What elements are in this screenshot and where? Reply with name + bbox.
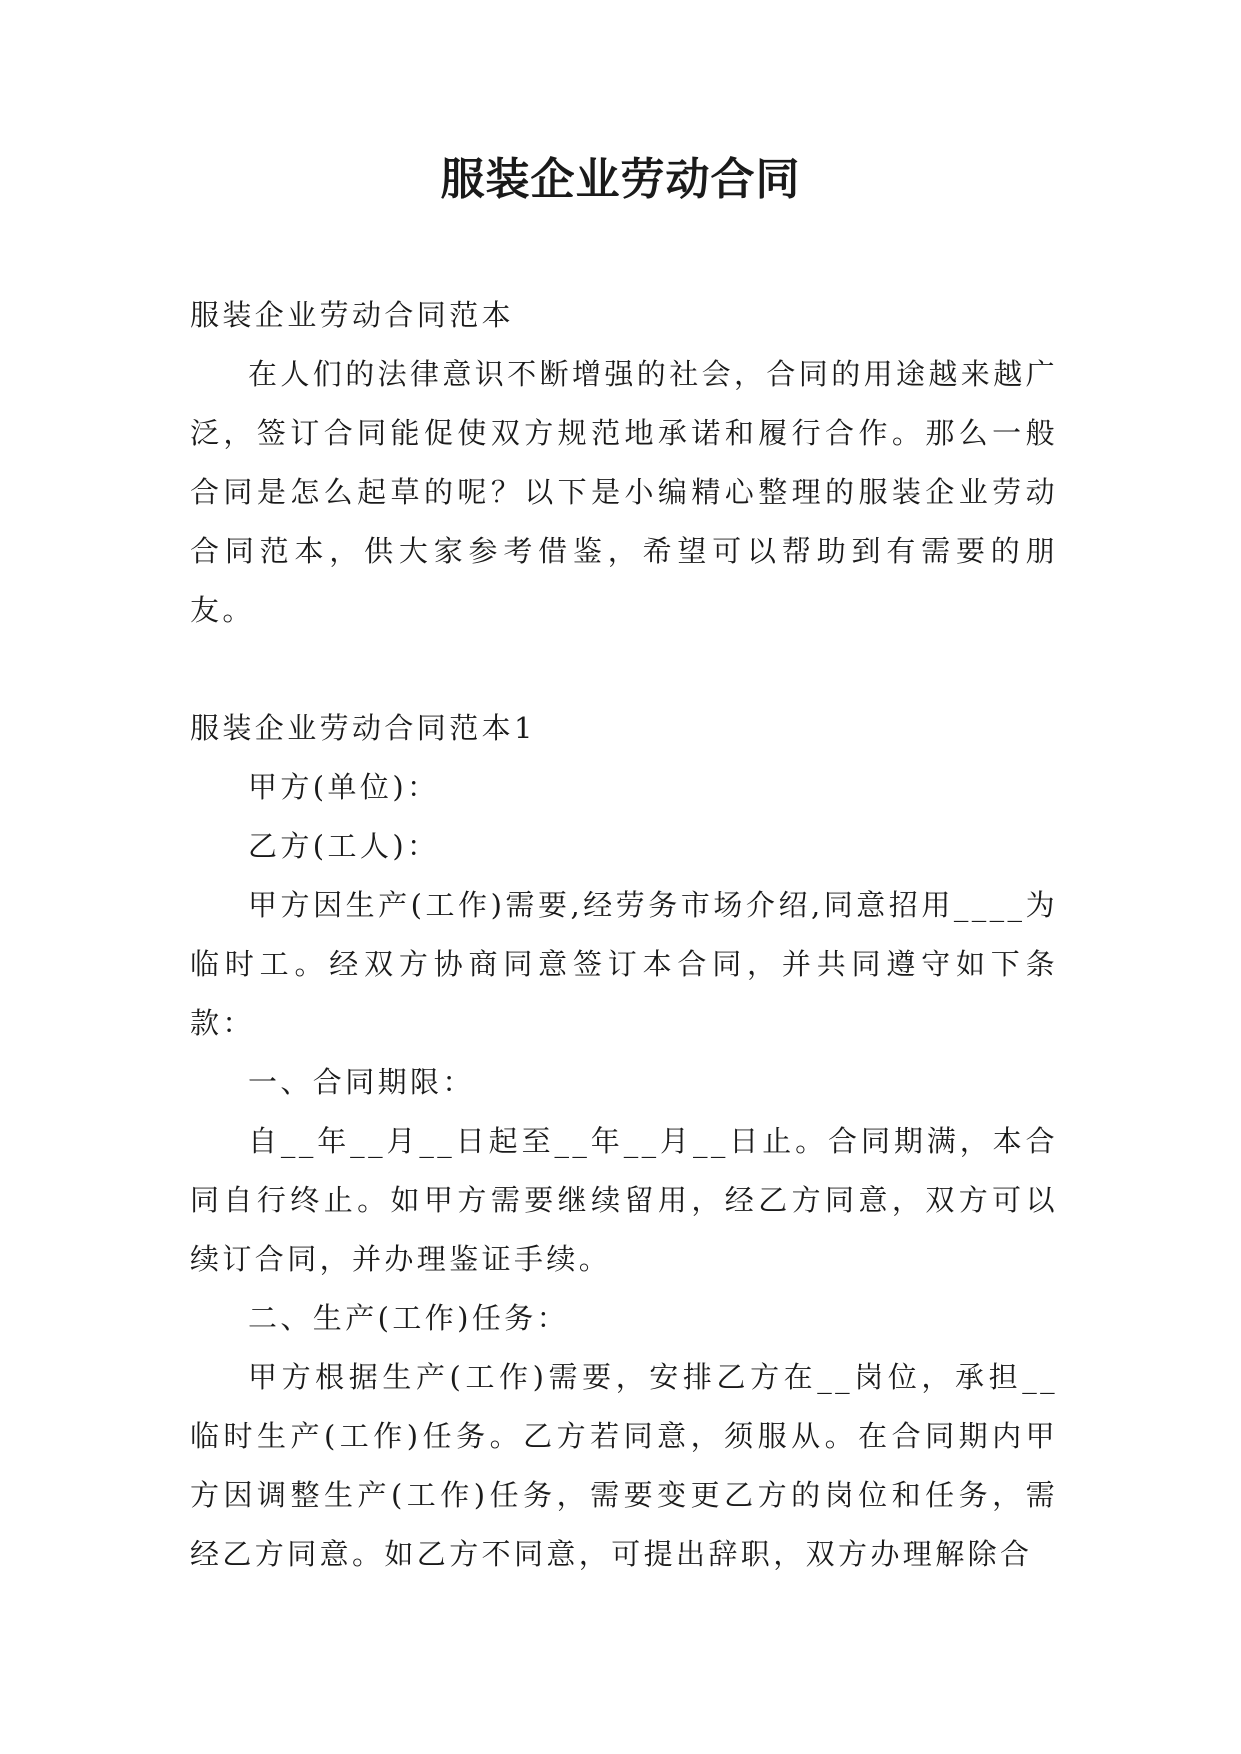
section-heading: 服装企业劳动合同范本1: [190, 711, 536, 745]
clause-heading-tasks: 二、生产(工作)任务：: [248, 1301, 570, 1335]
preamble-paragraph: 甲方因生产(工作)需要,经劳务市场介绍,同意招用____为临时工。经双方协商同意签订本合同，并共同遵守如下条款：: [190, 888, 1058, 1040]
party-b-line: 乙方(工人)：: [248, 829, 440, 863]
party-a-line: 甲方(单位)：: [248, 770, 440, 804]
document-body: [190, 286, 1058, 1584]
clause-heading-term: 一、合同期限：: [248, 1065, 475, 1099]
intro-paragraph: 在人们的法律意识不断增强的社会，合同的用途越来越广泛，签订合同能促使双方规范地承诺和履行合作。那么一般合同是怎么起草的呢？以下是小编精心整理的服装企业劳动合同范本，供大家参考借鉴，希望可以帮助到有需要的朋友。: [190, 357, 1059, 627]
document-title: 服装企业劳动合同: [440, 154, 801, 205]
clause-term-paragraph: 自__年__月__日起至__年__月__日止。合同期满，本合同自行终止。如甲方需要继续留用，经乙方同意，双方可以续订合同，并办理鉴证手续。: [190, 1124, 1058, 1276]
subtitle-paragraph: 服装企业劳动合同范本: [190, 298, 515, 332]
clause-tasks-paragraph: 甲方根据生产(工作)需要，安排乙方在__岗位，承担__临时生产(工作)任务。乙方若同意，须服从。在合同期内甲方因调整生产(工作)任务，需要变更乙方的岗位和任务，需经乙方同意。如乙方不同意，可提出辞职，双方办理解除合: [190, 1360, 1058, 1571]
spacer: [190, 640, 1058, 699]
